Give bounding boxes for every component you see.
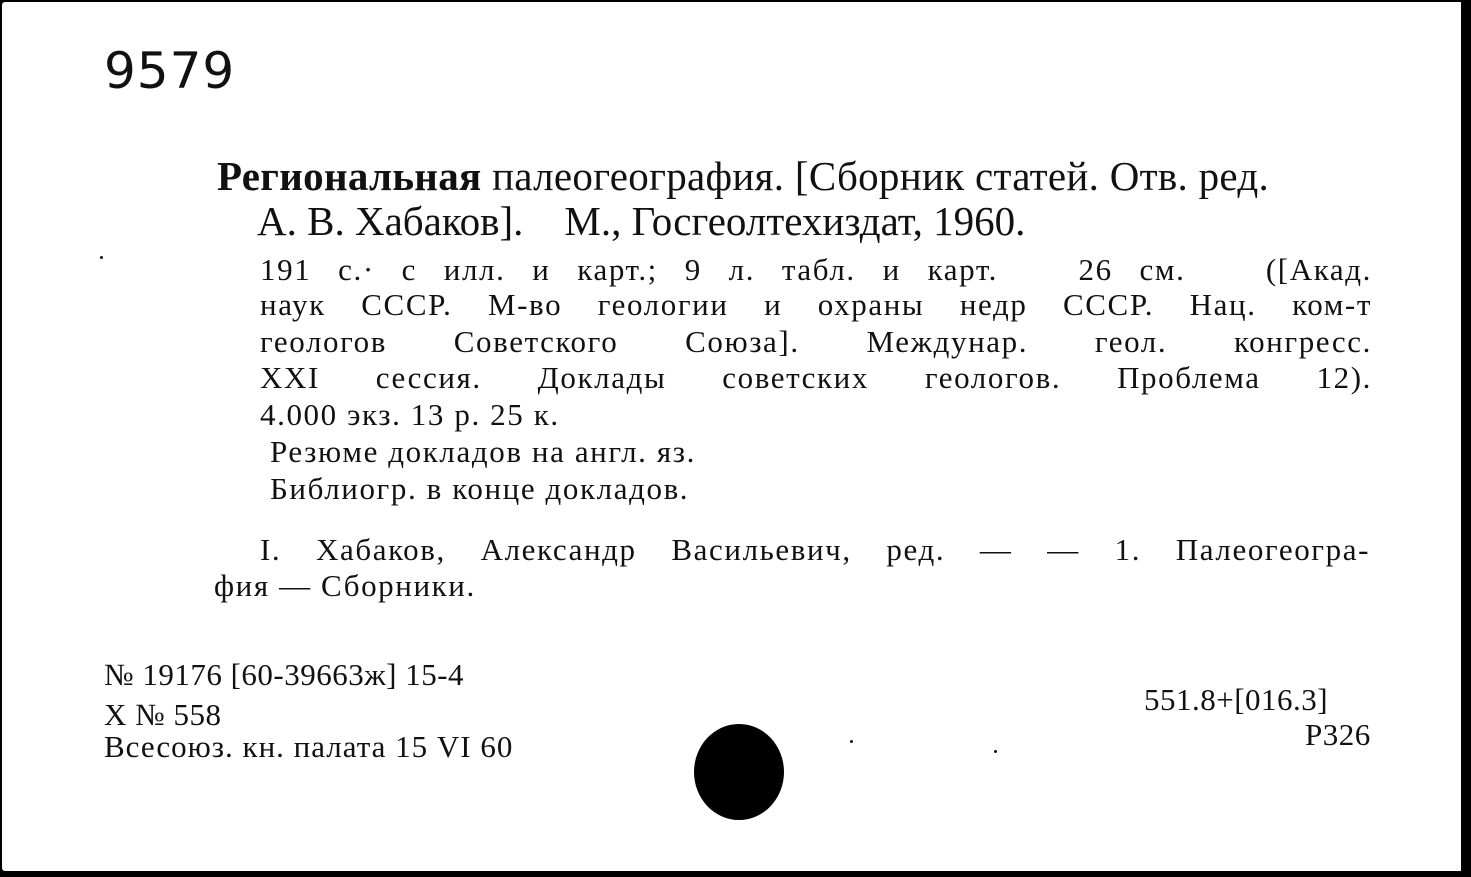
description-line-3: геологов Советского Союза]. Междунар. геол. конгресс. xyxy=(260,324,1372,359)
speck xyxy=(994,750,997,753)
title-line-2: А. В. Хабаков]. М., Госгеолтехиздат, 1960. xyxy=(257,198,1026,244)
title-rest: палеогеография. [Сборник статей. Отв. ред. xyxy=(481,153,1270,199)
title-bold: Региональная xyxy=(217,153,482,199)
description-line-4: XXI сессия. Доклады советских геологов. Проблема 12). xyxy=(260,360,1372,395)
note-bibliography: Библиогр. в конце докладов. xyxy=(270,471,690,506)
punch-hole xyxy=(694,724,784,820)
description-line-2: наук СССР. М-во геологии и охраны недр СССР. Нац. ком-т xyxy=(260,287,1372,322)
author-mark: Р326 xyxy=(1305,717,1371,752)
tracing-line-2: фия — Сборники. xyxy=(214,568,476,603)
card-number: 9579 xyxy=(104,42,236,100)
speck xyxy=(100,256,103,259)
registration-number: № 19176 [60-39663ж] 15-4 xyxy=(104,657,465,692)
card-edge-shadow xyxy=(1461,0,1467,877)
note-summary: Резюме докладов на англ. яз. xyxy=(270,434,696,469)
book-chamber-line: Всесоюз. кн. палата 15 VI 60 xyxy=(104,729,514,764)
classification-code: 551.8+[016.3] xyxy=(1144,682,1329,717)
title-line-1 xyxy=(217,152,1269,200)
tracing-line-1: I. Хабаков, Александр Васильевич, ред. — — 1. Палеогеогра- xyxy=(260,532,1370,567)
description-line-5: 4.000 экз. 13 р. 25 к. xyxy=(260,397,560,432)
x-number: X № 558 xyxy=(104,697,222,732)
speck xyxy=(850,740,853,743)
catalog-card xyxy=(2,2,1463,871)
description-line-1: 191 с.· с илл. и карт.; 9 л. табл. и карт. 26 см. ([Акад. xyxy=(260,252,1372,287)
